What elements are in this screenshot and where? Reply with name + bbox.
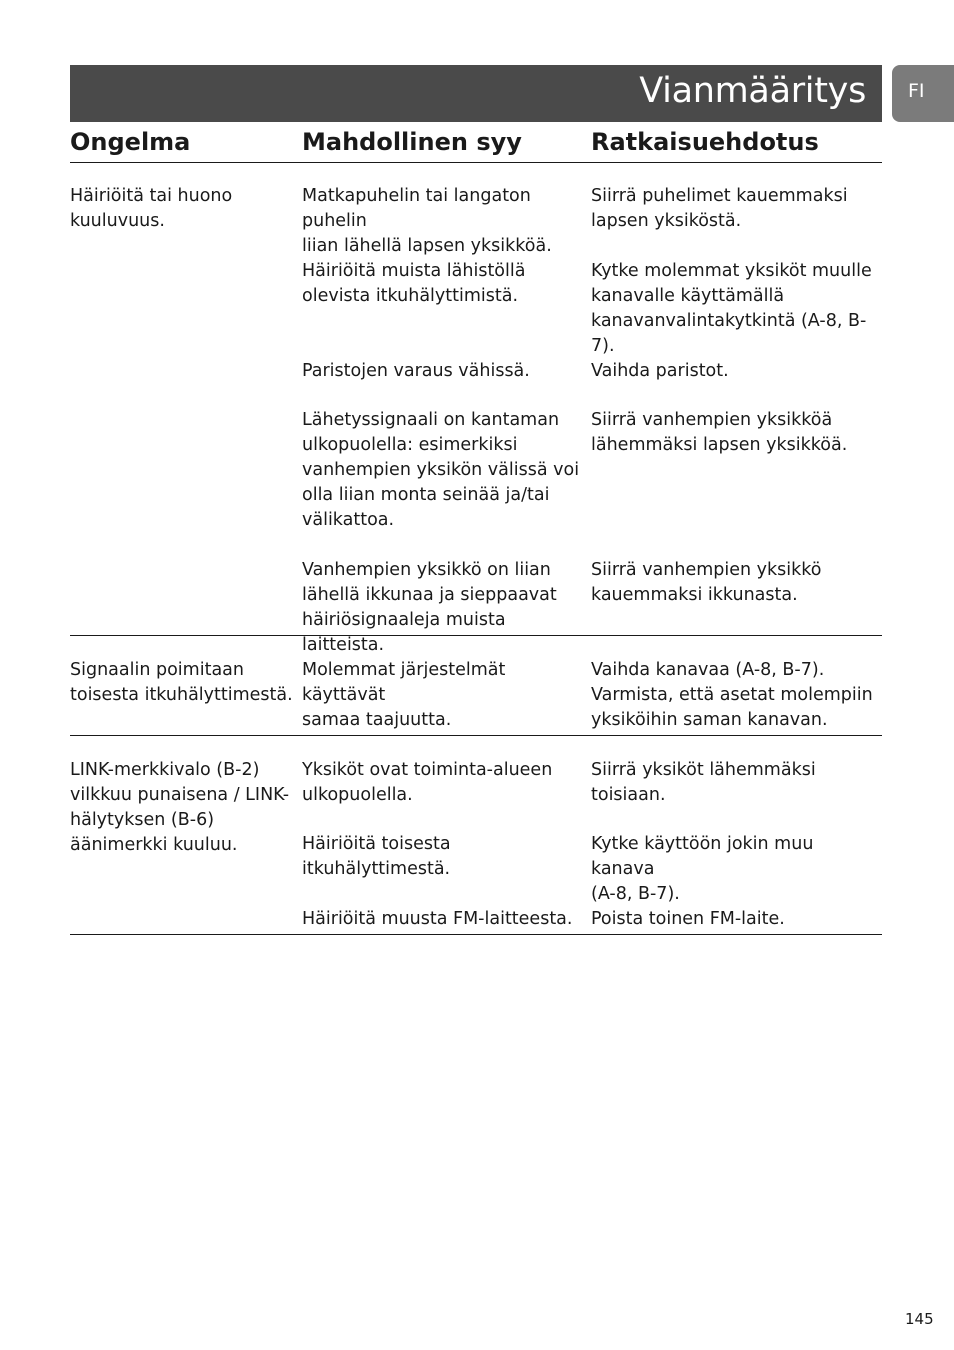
- cause-cell: Lähetyssignaali on kantaman ulkopuolella: esimerkiksi vanhempien yksikön välissä voi olla liian monta seinää ja/tai välikattoa.: [302, 410, 580, 530]
- solution-cell: Kytke käyttöön jokin muu kanava (A-8, B-7).: [591, 834, 814, 904]
- cause-cell: Häiriöitä toisesta itkuhälyttimestä.: [302, 834, 451, 879]
- language-tab: [892, 65, 954, 122]
- column-headers: [70, 126, 882, 163]
- column-header-cause: Mahdollinen syy: [302, 128, 522, 156]
- problem-cell: LINK-merkkivalo (B-2) vilkkuu punaisena / LINK- hälytyksen (B-6) äänimerkki kuuluu.: [70, 760, 290, 855]
- cause-cell: Vanhempien yksikkö on liian lähellä ikkunaa ja sieppaavat häiriösignaaleja muista laitteista.: [302, 560, 557, 655]
- problem-cell: Signaalin poimitaan toisesta itkuhälyttimestä.: [70, 660, 293, 705]
- cause-cell: Matkapuhelin tai langaton puhelin liian lähellä lapsen yksikköä.: [302, 186, 552, 256]
- solution-cell: Siirrä vanhempien yksikkö kauemmaksi ikkunasta.: [591, 560, 822, 605]
- language-tab-label: FI: [908, 80, 925, 102]
- table-row: [70, 636, 882, 736]
- title-bar: [70, 65, 882, 122]
- solution-cell: Siirrä yksiköt lähemmäksi toisiaan.: [591, 760, 816, 805]
- cause-cell: Häiriöitä muista lähistöllä olevista itkuhälyttimistä.: [302, 261, 526, 306]
- page-number: 145: [905, 1310, 934, 1328]
- solution-cell: Poista toinen FM-laite.: [591, 909, 785, 929]
- column-header-solution: Ratkaisuehdotus: [591, 128, 819, 156]
- cause-cell: Paristojen varaus vähissä.: [302, 361, 530, 381]
- cause-cell: Häiriöitä muusta FM-laitteesta.: [302, 909, 573, 929]
- solution-cell: Vaihda paristot.: [591, 361, 729, 381]
- problem-cell: Häiriöitä tai huono kuuluvuus.: [70, 186, 233, 231]
- solution-cell: Vaihda kanavaa (A-8, B-7). Varmista, että asetat molempiin yksiköihin saman kanavan.: [591, 660, 873, 730]
- solution-cell: Siirrä vanhempien yksikköä lähemmäksi lapsen yksikköä.: [591, 410, 848, 455]
- solution-cell: Kytke molemmat yksiköt muulle kanavalle käyttämällä kanavanvalintakytkintä (A-8, B-7).: [591, 261, 872, 356]
- page-title: Vianmääritys: [639, 71, 866, 111]
- table-row: [70, 163, 882, 655]
- solution-cell: Siirrä puhelimet kauemmaksi lapsen yksiköstä.: [591, 186, 848, 231]
- column-header-problem: Ongelma: [70, 128, 191, 156]
- cause-cell: Molemmat järjestelmät käyttävät samaa taajuutta.: [302, 660, 506, 730]
- table-row: [70, 736, 882, 935]
- cause-cell: Yksiköt ovat toiminta-alueen ulkopuolella.: [302, 760, 553, 805]
